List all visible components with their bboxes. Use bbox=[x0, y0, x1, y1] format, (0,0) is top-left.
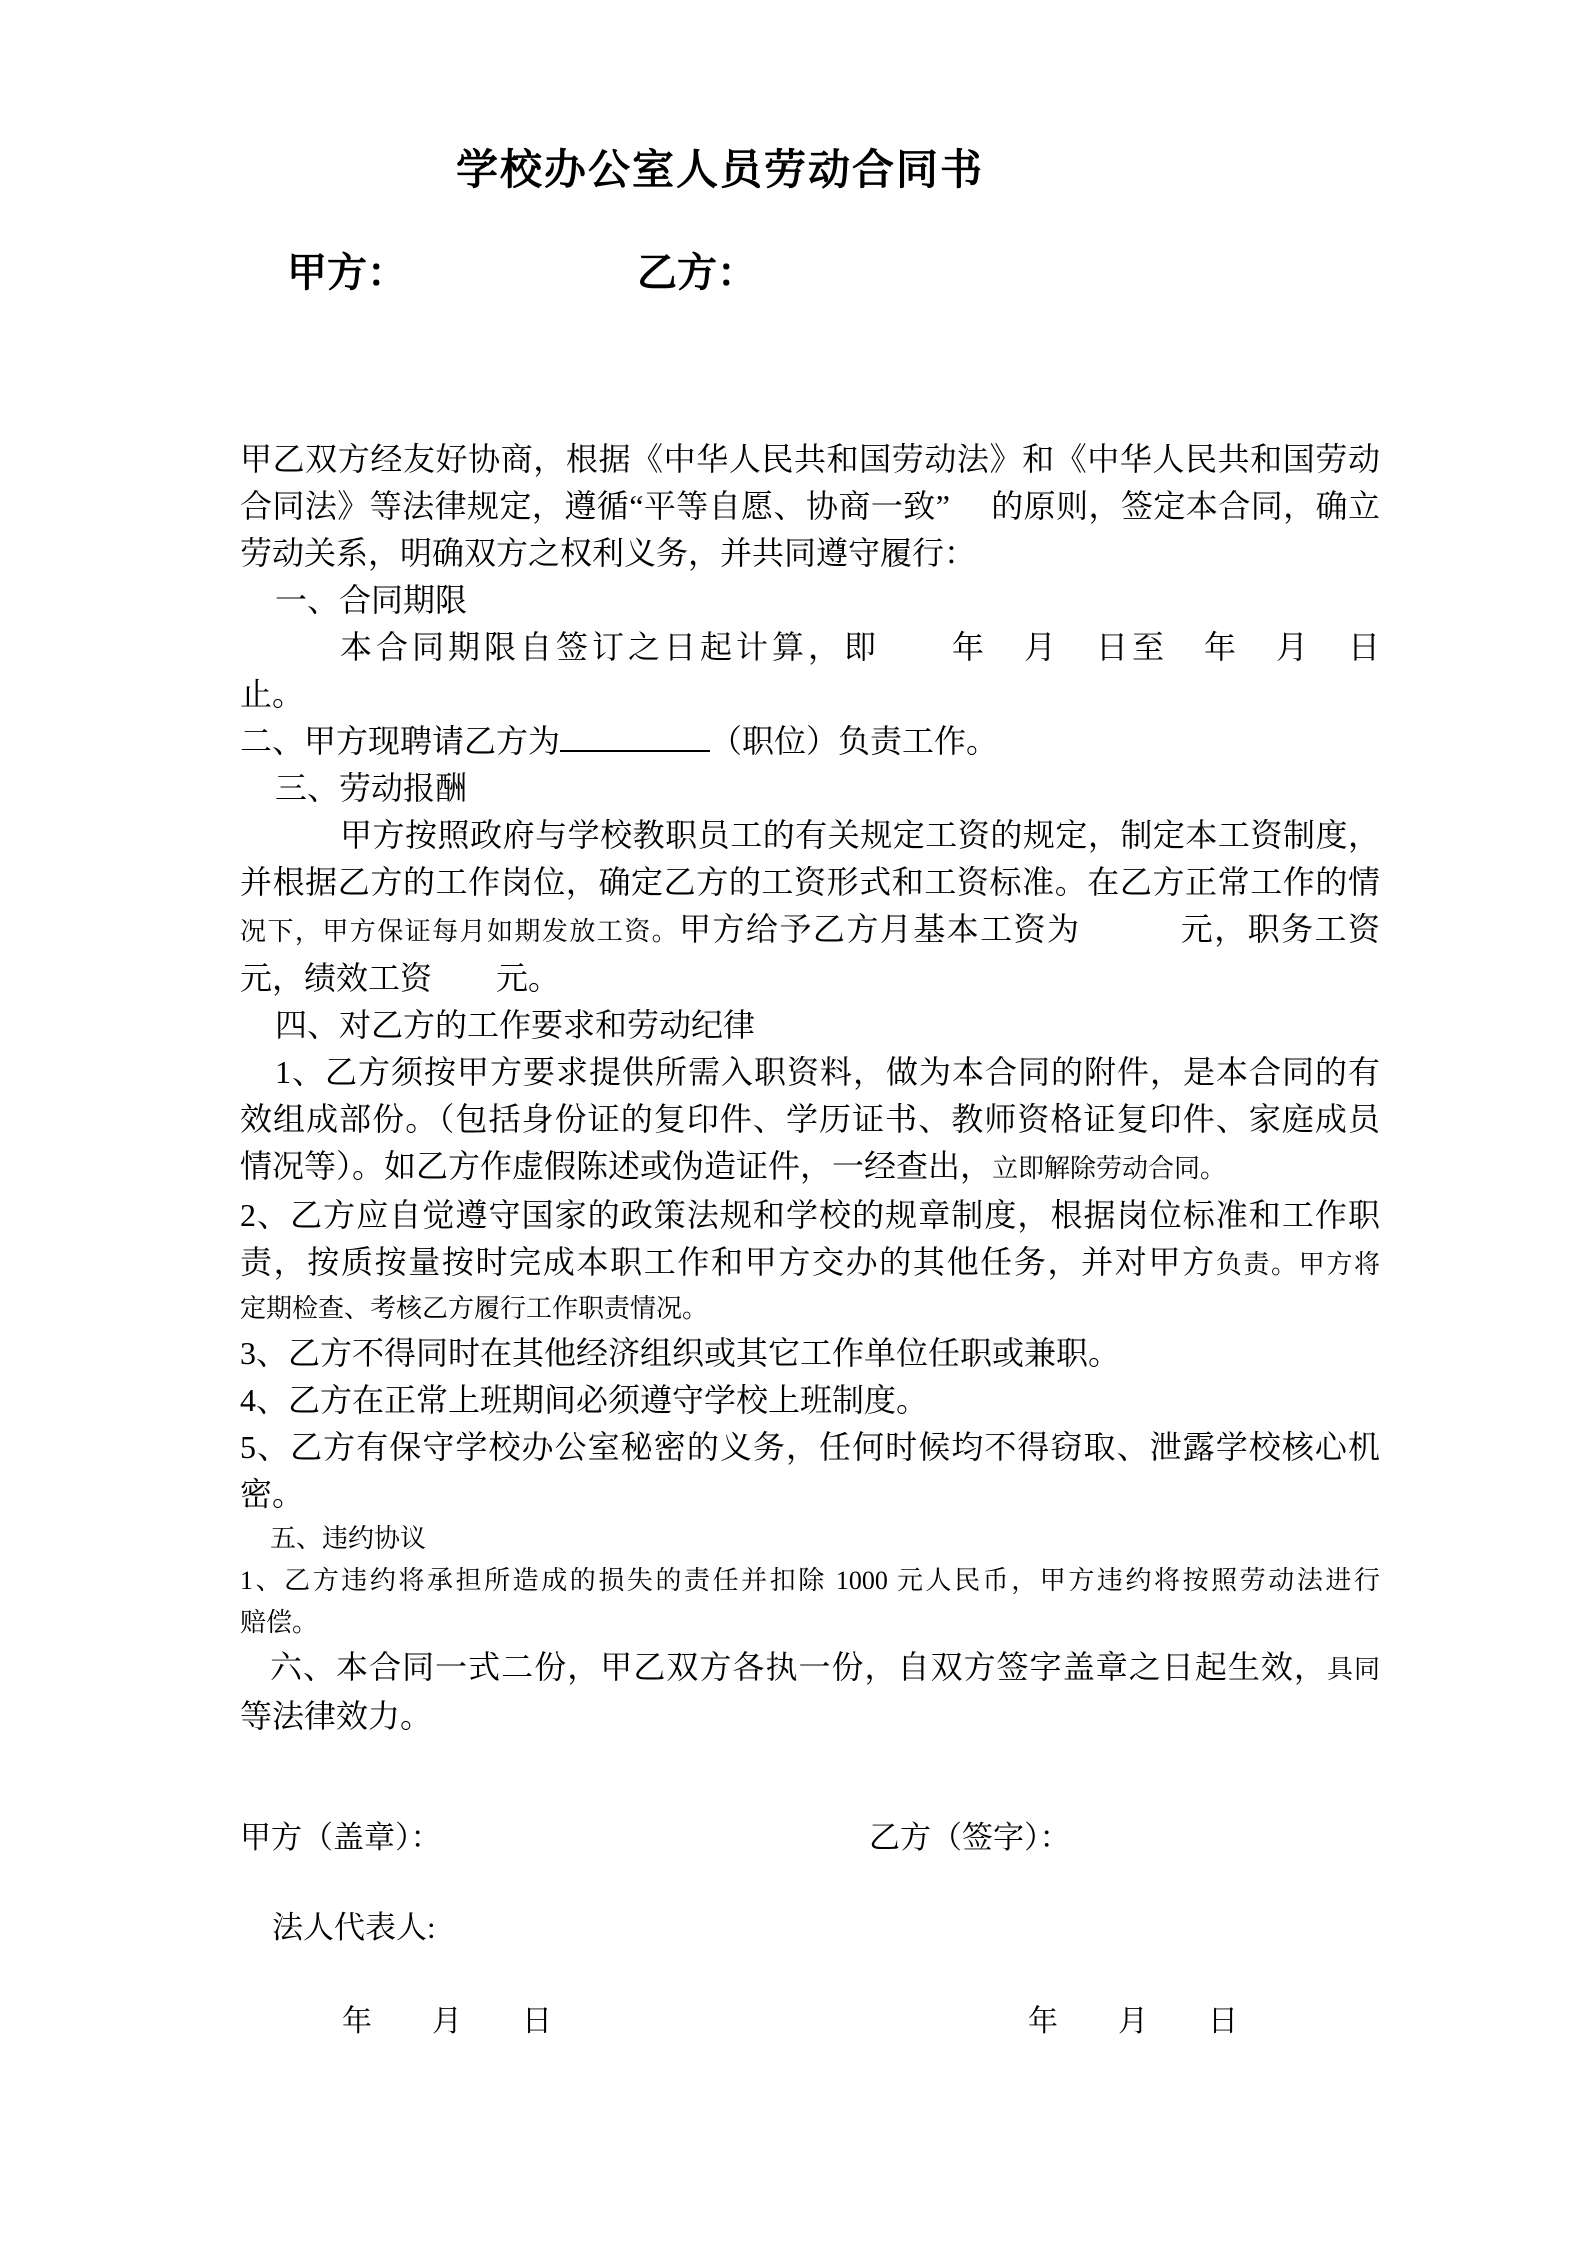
section-4-item-5-line-1: 5、乙方有保守学校办公室秘密的义务，任何时候均不得窃取、泄露学校核心机 bbox=[240, 1429, 1380, 1465]
section-4-item-2-line-1: 2、乙方应自觉遵守国家的政策法规和学校的规章制度，根据岗位标准和工作职 bbox=[240, 1197, 1380, 1233]
section-4-item-2-line-3: 定期检查、考核乙方履行工作职责情况。 bbox=[240, 1294, 709, 1323]
section-1-term-line: 本合同期限自签订之日起计算，即 年 月 日至 年 月 日 bbox=[340, 629, 1380, 665]
section-2-prefix: 二、甲方现聘请乙方为 bbox=[240, 723, 561, 759]
section-4-heading: 四、对乙方的工作要求和劳动纪律 bbox=[275, 1007, 756, 1043]
party-a-date-line: 年 月 日 bbox=[342, 2005, 552, 2038]
section-4-item-1-line-3 bbox=[240, 1143, 1380, 1192]
section-3-line-4: 元，绩效工资 元。 bbox=[240, 960, 561, 996]
section-4-item-1-line-2: 效组成部份。（包括身份证的复印件、学历证书、教师资格证复印件、家庭成员 bbox=[240, 1101, 1380, 1137]
section-4-item-2-line-2-main: 责，按质按量按时完成本职工作和甲方交办的其他任务，并对甲方 bbox=[240, 1244, 1216, 1280]
section-5-item-1-line-2: 赔偿。 bbox=[240, 1608, 319, 1637]
preamble-line-3: 劳动关系，明确双方之权利义务，并共同遵守履行： bbox=[240, 535, 977, 571]
parties-line bbox=[240, 250, 1380, 296]
contract-body bbox=[240, 436, 1380, 1740]
party-a-seal-label: 甲方（盖章）： bbox=[240, 1820, 442, 1855]
section-5-item-1-line-1: 1、乙方违约将承担所造成的损失的责任并扣除 1000 元人民币，甲方违约将按照劳动法进行 bbox=[240, 1566, 1380, 1595]
section-4-item-4: 4、乙方在正常上班期间必须遵守学校上班制度。 bbox=[240, 1382, 929, 1418]
section-6-line-1-main: 六、本合同一式二份，甲乙双方各执一份，自双方签字盖章之日起生效， bbox=[270, 1649, 1327, 1685]
party-b-sign-label: 乙方（签字）： bbox=[869, 1820, 1071, 1855]
section-3-line-2: 并根据乙方的工作岗位，确定乙方的工资形式和工资标准。在乙方正常工作的情 bbox=[240, 864, 1380, 900]
section-5-heading: 五、违约协议 bbox=[270, 1524, 427, 1553]
date-row bbox=[240, 2000, 1380, 2044]
section-4-item-2-line-2 bbox=[240, 1239, 1380, 1288]
section-1-term-end: 止。 bbox=[240, 676, 305, 712]
section-4-item-1-line-3-main: 情况等）。如乙方作虚假陈述或伪造证件，一经查出， bbox=[240, 1148, 993, 1184]
section-6-line-1 bbox=[240, 1644, 1380, 1693]
preamble-line-2: 合同法》等法律规定，遵循“平等自愿、协商一致” 的原则，签定本合同，确立 bbox=[240, 488, 1380, 524]
legal-representative-label: 法人代表人: bbox=[272, 1910, 436, 1945]
party-b-label: 乙方： bbox=[637, 250, 757, 295]
section-4-item-2-line-2-small: 负责。甲方将 bbox=[1215, 1250, 1380, 1279]
section-4-item-3: 3、乙方不得同时在其他经济组织或其它工作单位任职或兼职。 bbox=[240, 1335, 1121, 1371]
section-1-heading: 一、合同期限 bbox=[275, 582, 468, 618]
section-3-line-3 bbox=[240, 906, 1380, 955]
section-3-heading: 三、劳动报酬 bbox=[275, 770, 468, 806]
section-3-line-1: 甲方按照政府与学校教职员工的有关规定工资的规定，制定本工资制度， bbox=[340, 817, 1380, 853]
section-6-line-1-small: 具同 bbox=[1326, 1655, 1380, 1684]
party-a-label: 甲方： bbox=[287, 250, 407, 295]
document-title: 学校办公室人员劳动合同书 bbox=[455, 146, 984, 193]
section-4-item-5-line-2: 密。 bbox=[240, 1476, 305, 1512]
position-blank-line bbox=[560, 718, 710, 752]
section-2-line bbox=[240, 718, 1380, 765]
section-2-suffix: （职位）负责工作。 bbox=[710, 723, 999, 759]
section-4-item-1-line-1: 1、乙方须按甲方要求提供所需入职资料，做为本合同的附件，是本合同的有 bbox=[275, 1054, 1380, 1090]
section-4-item-1-line-3-small: 立即解除劳动合同。 bbox=[992, 1154, 1227, 1183]
section-3-line-3-small: 况下，甲方保证每月如期发放工资。 bbox=[240, 917, 680, 946]
signature-row bbox=[240, 1815, 1380, 1861]
section-6-line-2: 等法律效力。 bbox=[240, 1698, 433, 1734]
preamble-line-1: 甲乙双方经友好协商，根据《中华人民共和国劳动法》和《中华人民共和国劳动 bbox=[240, 441, 1380, 477]
party-b-date-line: 年 月 日 bbox=[1028, 2005, 1238, 2038]
section-3-line-3-rest: 甲方给予乙方月基本工资为 元，职务工资 bbox=[679, 911, 1380, 947]
